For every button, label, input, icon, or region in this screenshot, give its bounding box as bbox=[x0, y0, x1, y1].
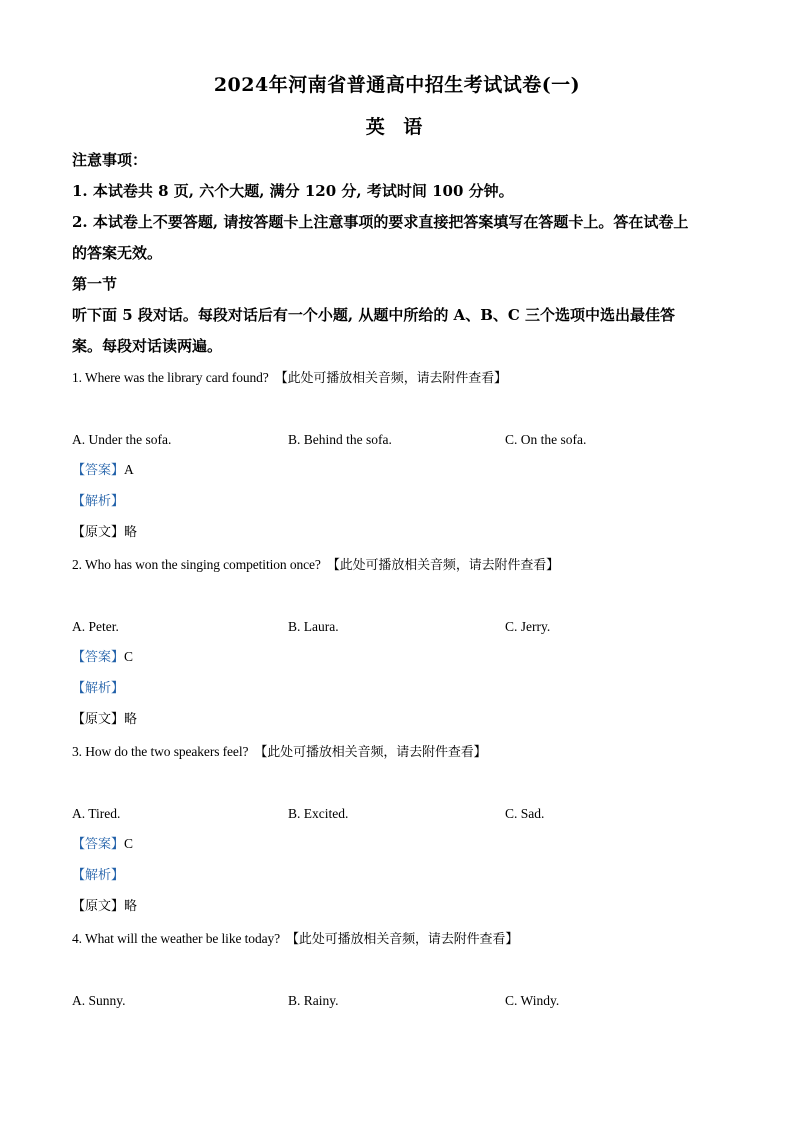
analysis-line bbox=[72, 678, 732, 709]
option-c[interactable]: C. Sad. bbox=[505, 806, 545, 821]
options-row bbox=[72, 804, 732, 824]
answer-value: A bbox=[124, 462, 134, 477]
original-value: 略 bbox=[124, 525, 138, 540]
question-text bbox=[72, 742, 732, 762]
question-prompt: 2. Who has won the singing competition once? bbox=[72, 557, 321, 572]
original-line bbox=[72, 522, 732, 553]
answer-label: 【答案】 bbox=[72, 650, 125, 665]
notice-line-2b: 的答案无效。 bbox=[72, 244, 163, 262]
notice-section bbox=[72, 145, 732, 362]
option-c[interactable]: C. Windy. bbox=[505, 993, 560, 1008]
analysis-label: 【解析】 bbox=[72, 868, 125, 883]
answer-line bbox=[72, 647, 732, 678]
question-prompt: 3. How do the two speakers feel? bbox=[72, 744, 249, 759]
audio-note-link[interactable]: 【此处可播放相关音频，请去附件查看】 bbox=[274, 371, 507, 386]
option-c[interactable]: C. Jerry. bbox=[505, 619, 551, 634]
section-instruction-b: 案。每段对话读两遍。 bbox=[72, 337, 223, 355]
audio-note-link[interactable]: 【此处可播放相关音频，请去附件查看】 bbox=[254, 745, 487, 760]
option-b[interactable]: B. Excited. bbox=[288, 806, 349, 821]
question-1 bbox=[72, 368, 732, 553]
notice-line-1: 1. 本试卷共 8 页, 六个大题, 满分 120 分, 考试时间 100 分钟。 bbox=[72, 182, 514, 200]
option-c[interactable]: C. On the sofa. bbox=[505, 432, 587, 447]
option-b[interactable]: B. Behind the sofa. bbox=[288, 432, 392, 447]
analysis-label: 【解析】 bbox=[72, 681, 125, 696]
answer-line bbox=[72, 834, 732, 865]
options-row bbox=[72, 991, 732, 1011]
option-a[interactable]: A. Under the sofa. bbox=[72, 432, 172, 447]
answer-label: 【答案】 bbox=[72, 837, 125, 852]
analysis-line bbox=[72, 491, 732, 522]
original-line bbox=[72, 896, 732, 927]
audio-note-link[interactable]: 【此处可播放相关音频，请去附件查看】 bbox=[286, 932, 519, 947]
audio-note-link[interactable]: 【此处可播放相关音频，请去附件查看】 bbox=[326, 558, 560, 573]
answer-label: 【答案】 bbox=[72, 463, 125, 478]
question-prompt: 4. What will the weather be like today? bbox=[72, 931, 281, 946]
original-label: 【原文】 bbox=[72, 525, 125, 540]
notice-heading: 注意事项： bbox=[72, 151, 148, 169]
original-value: 略 bbox=[124, 899, 138, 914]
original-line bbox=[72, 709, 732, 740]
options-row bbox=[72, 430, 732, 450]
analysis-line bbox=[72, 865, 732, 896]
option-a[interactable]: A. Tired. bbox=[72, 806, 121, 821]
option-a[interactable]: A. Sunny. bbox=[72, 993, 126, 1008]
question-prompt: 1. Where was the library card found? bbox=[72, 370, 269, 385]
question-2 bbox=[72, 555, 732, 740]
section-instruction-a: 听下面 5 段对话。每段对话后有一个小题, 从题中所给的 A、B、C 三个选项中选出最佳答 bbox=[72, 306, 676, 324]
exam-title: 2024年河南省普通高中招生考试试卷(一) bbox=[213, 74, 581, 96]
section-title: 第一节 bbox=[72, 275, 118, 293]
analysis-label: 【解析】 bbox=[72, 494, 125, 509]
answer-value: C bbox=[124, 649, 134, 664]
question-3 bbox=[72, 742, 732, 927]
original-value: 略 bbox=[124, 712, 138, 727]
options-row bbox=[72, 617, 732, 637]
question-text bbox=[72, 368, 732, 388]
answer-value: C bbox=[124, 836, 134, 851]
option-b[interactable]: B. Laura. bbox=[288, 619, 339, 634]
answer-line bbox=[72, 460, 732, 491]
question-text bbox=[72, 929, 732, 949]
subject-title: 英 语 bbox=[365, 116, 429, 138]
original-label: 【原文】 bbox=[72, 712, 125, 727]
option-a[interactable]: A. Peter. bbox=[72, 619, 119, 634]
option-b[interactable]: B. Rainy. bbox=[288, 993, 339, 1008]
notice-line-2a: 2. 本试卷上不要答题, 请按答题卡上注意事项的要求直接把答案填写在答题卡上。答在试卷上 bbox=[72, 213, 689, 231]
question-text bbox=[72, 555, 732, 575]
question-4 bbox=[72, 929, 732, 1011]
original-label: 【原文】 bbox=[72, 899, 125, 914]
